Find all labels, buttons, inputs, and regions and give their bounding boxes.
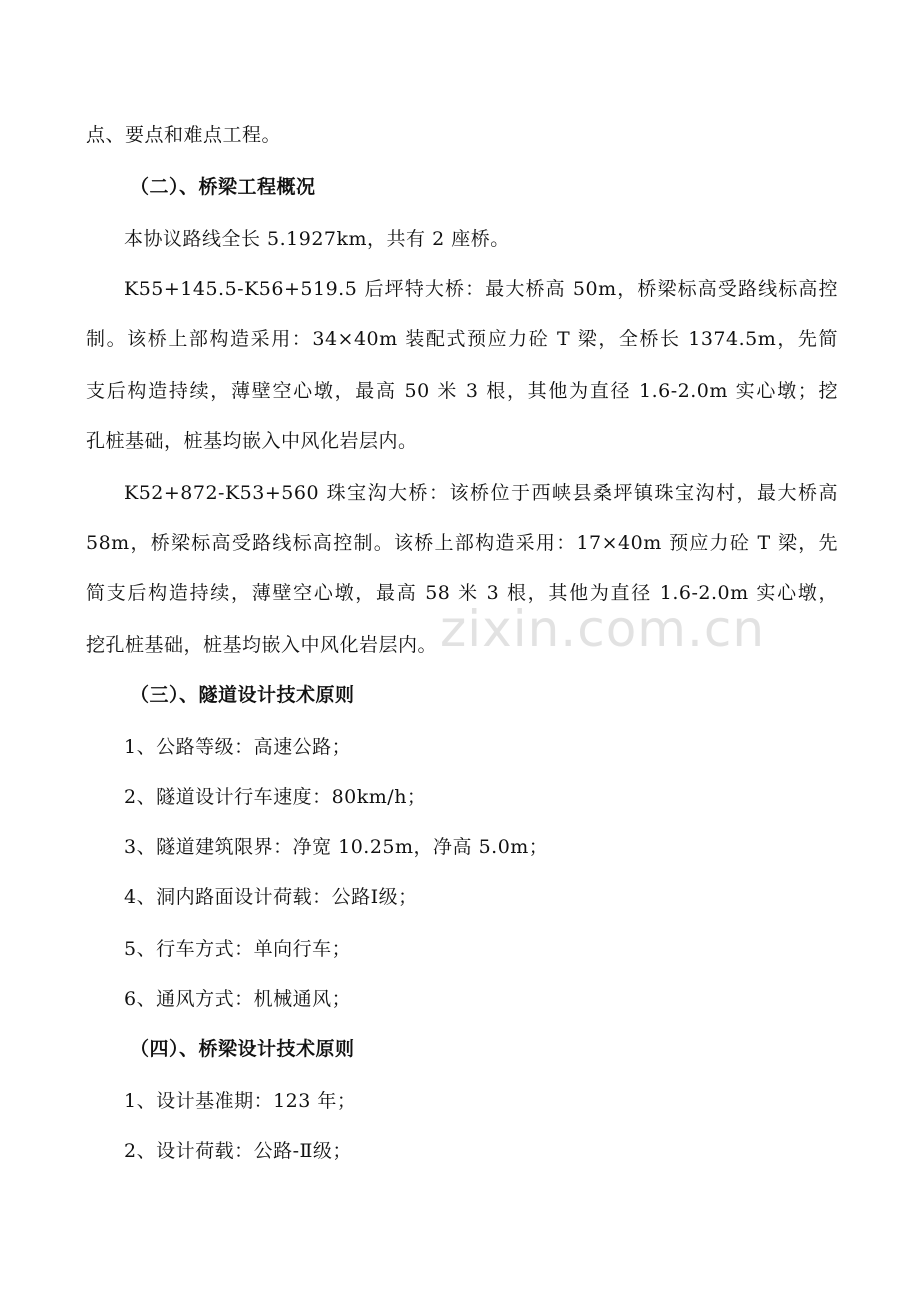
bridge2-line-2: 58m，桥梁标高受路线标高控制。该桥上部构造采用：17×40m 预应力砼 T 梁，先 — [86, 532, 838, 554]
tunnel-item-4: 4、洞内路面设计荷载：公路Ⅰ级； — [124, 886, 418, 908]
route-length-line: 本协议路线全长 5.1927km，共有 2 座桥。 — [124, 228, 510, 250]
bridge2-line-3: 简支后构造持续，薄壁空心墩，最高 58 米 3 根，其他为直径 1.6-2.0m 实心墩， — [86, 582, 838, 604]
bridge1-line-3: 支后构造持续，薄壁空心墩，最高 50 米 3 根，其他为直径 1.6-2.0m 实心墩；挖 — [86, 380, 838, 402]
tunnel-item-2: 2、隧道设计行车速度：80km/h； — [124, 786, 427, 808]
bridge1-line-4: 孔桩基础，桩基均嵌入中风化岩层内。 — [86, 430, 418, 452]
bridge-principle-item-2: 2、设计荷载：公路-Ⅱ级； — [124, 1140, 352, 1162]
bridge1-line-1: K55+145.5-K56+519.5 后坪特大桥：最大桥高 50m，桥梁标高受路线标高控 — [124, 278, 838, 300]
tunnel-item-6: 6、通风方式：机械通风； — [124, 988, 352, 1010]
bridge-principle-item-1: 1、设计基准期：123 年； — [124, 1090, 357, 1112]
site-watermark: zixin.com.cn — [440, 600, 766, 658]
section-heading-bridge-principles: （四）、桥梁设计技术原则 — [130, 1038, 355, 1060]
tunnel-item-3: 3、隧道建筑限界：净宽 10.25m，净高 5.0m； — [124, 836, 549, 858]
section-heading-bridge-overview: （二）、桥梁工程概况 — [130, 176, 316, 198]
section-heading-tunnel-principles: （三）、隧道设计技术原则 — [130, 684, 355, 706]
paragraph-tail-line: 点、要点和难点工程。 — [86, 124, 282, 146]
tunnel-item-5: 5、行车方式：单向行车； — [124, 938, 352, 960]
bridge2-line-4: 挖孔桩基础，桩基均嵌入中风化岩层内。 — [86, 634, 438, 656]
tunnel-item-1: 1、公路等级：高速公路； — [124, 736, 352, 758]
bridge2-line-1: K52+872-K53+560 珠宝沟大桥：该桥位于西峡县桑坪镇珠宝沟村，最大桥高 — [124, 482, 838, 504]
bridge1-line-2: 制。该桥上部构造采用：34×40m 装配式预应力砼 T 梁，全桥长 1374.5m，先简 — [86, 328, 838, 350]
